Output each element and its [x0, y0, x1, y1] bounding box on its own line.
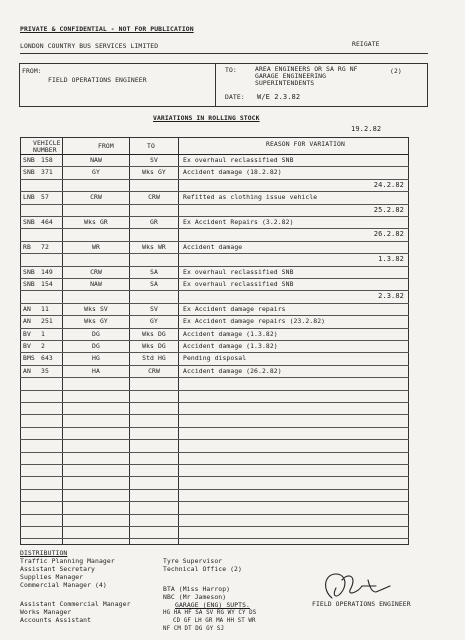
table-row-rule — [20, 538, 409, 539]
table-cell-from-garage: NAW — [90, 156, 102, 164]
table-cell-reason: Accident damage (26.2.82) — [183, 366, 282, 375]
table-cell-from-garage: NAW — [90, 280, 102, 288]
table-cell-from-garage: CRW — [90, 267, 102, 276]
table-cell-reason: Accident damage — [183, 242, 243, 251]
table-cell-from-garage: DG — [92, 329, 100, 338]
dist-right2-1: BTA (Miss Harrop) — [163, 585, 231, 593]
confidential-heading: PRIVATE & CONFIDENTIAL - NOT FOR PUBLICATION — [20, 25, 194, 33]
table-cell-to-garage: Wks DG — [142, 329, 166, 338]
table-cell-vehicle-number: 154 — [41, 280, 53, 288]
page-ref: (2) — [390, 67, 402, 75]
table-cell-to-garage: SV — [150, 304, 158, 313]
table-row-rule — [20, 439, 409, 440]
first-date: 19.2.82 — [351, 125, 382, 133]
header-rule — [20, 53, 428, 54]
table-cell-vehicle-number: 2 — [41, 342, 45, 350]
table-row-rule — [20, 514, 409, 515]
table-cell-vehicle-class: LNB — [23, 193, 35, 202]
table-cell-reason: Refitted as clothing issue vehicle — [183, 193, 318, 202]
garage-line-1: HG HA HF SA SV RG WY CY DS — [163, 610, 257, 616]
garage-line-2: CD GF LH GR MA HH ST WR — [173, 618, 256, 624]
table-row-rule — [20, 489, 409, 490]
from-value: FIELD OPERATIONS ENGINEER — [48, 76, 147, 84]
table-column-divider — [178, 137, 179, 545]
table-cell-vehicle-number: 643 — [41, 354, 53, 363]
table-header-rule — [20, 154, 409, 155]
table-cell-reason: Accident damage (1.3.82) — [183, 329, 278, 338]
table-cell-vehicle-class: SNB — [23, 267, 35, 276]
document-title: VARIATIONS IN ROLLING STOCK — [153, 114, 260, 122]
header-to: TO — [147, 142, 155, 150]
table-cell-vehicle-number: 158 — [41, 156, 53, 164]
table-cell-to-garage: SA — [150, 267, 158, 276]
table-cell-vehicle-class: RB — [23, 242, 31, 251]
table-cell-vehicle-number: 464 — [41, 218, 53, 226]
table-row-rule — [20, 290, 409, 291]
table-date-row: 24.2.82 — [373, 180, 404, 189]
to-line-1: AREA ENGINEERS OR SA RG NF — [255, 65, 358, 73]
header-vehicle: VEHICLE — [33, 139, 61, 147]
table-cell-vehicle-number: 1 — [41, 329, 45, 338]
table-date-row: 25.2.82 — [373, 205, 404, 214]
table-date-row: 1.3.82 — [378, 255, 404, 264]
date-label: DATE: — [225, 93, 245, 101]
table-cell-from-garage: CRW — [90, 193, 102, 202]
table-cell-from-garage: WR — [92, 242, 100, 251]
table-row-rule — [20, 476, 409, 477]
table-row-rule — [20, 427, 409, 428]
from-label: FROM: — [22, 67, 42, 75]
table-cell-vehicle-class: SNB — [23, 156, 35, 164]
table-row-rule — [20, 179, 409, 180]
table-row-rule — [20, 390, 409, 391]
table-cell-reason: Ex overhaul reclassified SNB — [183, 267, 294, 276]
from-to-box — [19, 63, 428, 107]
table-row-rule — [20, 241, 409, 242]
table-cell-reason: Ex Accident Repairs (3.2.82) — [183, 218, 294, 226]
table-cell-vehicle-class: BV — [23, 329, 31, 338]
header-number: NUMBER — [33, 146, 57, 154]
table-cell-vehicle-class: AN — [23, 366, 31, 375]
dist-left2-3: Accounts Assistant — [20, 616, 92, 624]
dist-left2-1: Assistant Commercial Manager — [20, 600, 131, 608]
dist-left-4: Commercial Manager (4) — [20, 581, 107, 589]
to-label: TO: — [225, 66, 237, 74]
table-cell-to-garage: SV — [150, 156, 158, 164]
table-cell-to-garage: GY — [150, 317, 158, 326]
table-cell-to-garage: CRW — [148, 193, 160, 202]
header-from: FROM — [98, 142, 114, 150]
table-row-rule — [20, 464, 409, 465]
table-cell-vehicle-class: BMS — [23, 354, 35, 363]
table-row-rule — [20, 414, 409, 415]
table-cell-from-garage: GY — [92, 168, 100, 177]
table-cell-reason: Accident damage (18.2.82) — [183, 168, 282, 177]
table-row-rule — [20, 166, 409, 167]
table-cell-vehicle-class: SNB — [23, 218, 35, 226]
table-row-rule — [20, 377, 409, 378]
table-cell-reason: Ex Accident damage repairs (23.2.82) — [183, 317, 326, 326]
dist-left2-2: Works Manager — [20, 608, 72, 616]
garage-line-3: NF CM DT DG GY SJ — [163, 626, 225, 632]
signature-title: FIELD OPERATIONS ENGINEER — [312, 600, 411, 608]
dist-right-1: Tyre Supervisor — [163, 557, 223, 565]
date-value: W/E 2.3.82 — [257, 93, 301, 101]
table-row-rule — [20, 402, 409, 403]
table-cell-to-garage: GR — [150, 218, 158, 226]
table-cell-vehicle-number: 251 — [41, 317, 53, 326]
table-cell-reason: Accident damage (1.3.82) — [183, 342, 278, 350]
table-row-rule — [20, 501, 409, 502]
table-row-rule — [20, 228, 409, 229]
table-row-rule — [20, 204, 409, 205]
table-date-row: 26.2.82 — [373, 230, 404, 239]
table-cell-vehicle-number: 72 — [41, 242, 49, 251]
table-cell-from-garage: HA — [92, 366, 100, 375]
table-cell-to-garage: Wks GY — [142, 168, 166, 177]
table-row-rule — [20, 266, 409, 267]
table-row-rule — [20, 452, 409, 453]
table-cell-vehicle-class: BV — [23, 342, 31, 350]
table-cell-to-garage: Wks DG — [142, 342, 166, 350]
table-cell-reason: Ex Accident damage repairs — [183, 304, 286, 313]
table-row-rule — [20, 191, 409, 192]
dist-left-1: Traffic Planning Manager — [20, 557, 115, 565]
table-cell-from-garage: Wks SV — [84, 304, 108, 313]
table-cell-reason: Ex overhaul reclassified SNB — [183, 156, 294, 164]
distribution-title: DISTRIBUTION — [20, 549, 68, 557]
table-cell-vehicle-class: SNB — [23, 280, 35, 288]
table-row-rule — [20, 328, 409, 329]
table-row-rule — [20, 352, 409, 353]
table-cell-from-garage: DG — [92, 342, 100, 350]
dist-left-3: Supplies Manager — [20, 573, 84, 581]
to-line-3: SUPERINTENDENTS — [255, 79, 315, 87]
table-cell-from-garage: Wks GY — [84, 317, 108, 326]
table-cell-vehicle-class: SNB — [23, 168, 35, 177]
table-cell-to-garage: Std HG — [142, 354, 166, 363]
dist-right2-2: NBC (Mr Jameson) — [163, 593, 227, 601]
table-cell-to-garage: Wks WR — [142, 242, 166, 251]
table-row-rule — [20, 253, 409, 254]
table-cell-vehicle-number: 149 — [41, 267, 53, 276]
table-cell-reason: Ex overhaul reclassified SNB — [183, 280, 294, 288]
from-to-divider — [215, 63, 216, 107]
dist-left-2: Assistant Secretary — [20, 565, 96, 573]
table-cell-from-garage: HG — [92, 354, 100, 363]
table-cell-vehicle-class: AN — [23, 304, 31, 313]
table-cell-vehicle-number: 11 — [41, 304, 49, 313]
table-cell-to-garage: SA — [150, 280, 158, 288]
table-row-rule — [20, 303, 409, 304]
table-cell-to-garage: CRW — [148, 366, 160, 375]
table-row-rule — [20, 340, 409, 341]
table-date-row: 2.3.82 — [378, 292, 404, 301]
to-line-2: GARAGE ENGINEERING — [255, 72, 327, 80]
table-row-rule — [20, 365, 409, 366]
header-reason: REASON FOR VARIATION — [266, 140, 345, 148]
table-row-rule — [20, 216, 409, 217]
table-row-rule — [20, 278, 409, 279]
table-cell-vehicle-number: 57 — [41, 193, 49, 202]
table-cell-vehicle-number: 35 — [41, 366, 49, 375]
table-cell-vehicle-class: AN — [23, 317, 31, 326]
location: REIGATE — [352, 40, 380, 48]
table-row-rule — [20, 526, 409, 527]
garage-title: GARAGE (ENG) SUPTS. — [175, 601, 251, 609]
table-cell-reason: Pending disposal — [183, 354, 247, 363]
company-name: LONDON COUNTRY BUS SERVICES LIMITED — [20, 42, 159, 50]
table-cell-from-garage: Wks GR — [84, 218, 108, 226]
dist-right-2: Technical Office (2) — [163, 565, 242, 573]
table-cell-vehicle-number: 371 — [41, 168, 53, 177]
table-row-rule — [20, 315, 409, 316]
